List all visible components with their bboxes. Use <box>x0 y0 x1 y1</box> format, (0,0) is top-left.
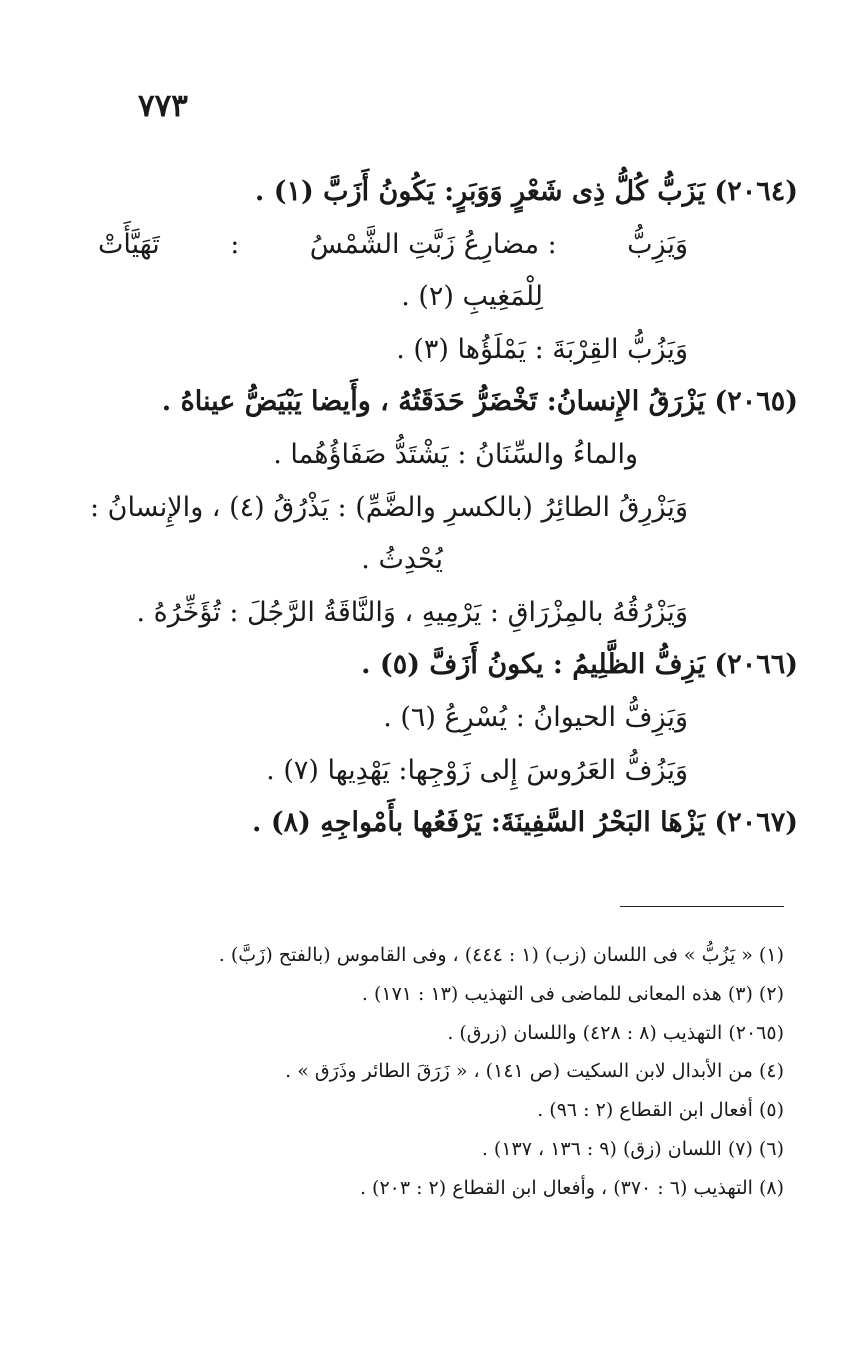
footnote: (٢) (٣) هذه المعانى للماضى فى التهذيب (١٣ : ١٧١) . <box>361 982 784 1005</box>
text-line: وَيَزِفُّ الحيوانُ : يُسْرِعُ (٦) . <box>383 701 688 733</box>
text-segment: وَيَزِبُّ <box>627 228 688 260</box>
text-line <box>98 219 798 272</box>
text-segment: : <box>230 228 240 260</box>
footnotes <box>120 936 784 1208</box>
footnote-divider <box>620 906 784 907</box>
entry-line: (٢٠٦٥) يَزْرَقُ الإِنسانُ: تَخْضَرُّ حَدَقَتُهُ ، وأَيضا يَبْيَضُّ عيناهُ . <box>161 386 798 418</box>
footnote: (٢٠٦٥) التهذيب (٨ : ٤٢٨) واللسان (زرق) . <box>447 1021 784 1044</box>
text-line: وَيَزْرُقُهُ بالمِزْرَاقِ : يَرْمِيهِ ، وَالنَّاقَةُ الرَّجُلَ : تُؤَخِّرُهُ . <box>136 596 688 628</box>
text-line: وَيَزُبُّ القِرْبَةَ : يَمْلَؤُها (٣) . <box>396 333 688 365</box>
entry-line: (٢٠٦٦) يَزِفُّ الظَّلِيمُ : يكونُ أَزَفَّ (٥) . <box>361 649 798 681</box>
text-line: وَيَزُفُّ العَرُوسَ إِلى زَوْجِها: يَهْدِيها (٧) . <box>266 754 688 786</box>
page-number: ٧٧٣ <box>138 88 188 124</box>
text-segment: تَهَيَّأَتْ <box>98 228 160 260</box>
entry-line: (٢٠٦٧) يَزْهَا البَحْرُ السَّفِينَةَ: يَرْفَعُها بأَمْواجِهِ (٨) . <box>252 807 798 839</box>
footnote: (١) « يَزُبُّ » فى اللسان (زب) (١ : ٤٤٤) ، وفى القاموس (بالفتح (زَبَّ) . <box>218 944 784 966</box>
text-line: يُحْدِثُ . <box>361 544 443 576</box>
main-text <box>89 166 798 850</box>
text-segment: : مضارِعُ زَبَّتِ الشَّمْسُ <box>309 228 557 260</box>
entry-line: (٢٠٦٤) يَزَبُّ كُلُّ ذِى شَعْرٍ وَوَبَرٍ: يَكُونُ أَزَبَّ (١) . <box>254 176 798 207</box>
footnote: (٨) التهذيب (٦ : ٣٧٠) ، وأفعال ابن القطاع (٢ : ٢٠٣) . <box>359 1176 784 1199</box>
text-line: وَيَزْرِقُ الطائِرُ (بالكسرِ والضَّمِّ) : يَذْرُقُ (٤) ، والإِنسانُ : <box>89 491 688 523</box>
footnote: (٥) أفعال ابن القطاع (٢ : ٩٦) . <box>537 1099 784 1122</box>
text-line: والماءُ والسِّنَانُ : يَشْتَدُّ صَفَاؤُهُما . <box>273 438 638 470</box>
footnote: (٤) من الأبدال لابن السكيت (ص ١٤١) ، « زَرَقَ الطائر وذَرَق » . <box>285 1060 784 1083</box>
footnote: (٦) (٧) اللسان (زق) (٩ : ١٣٦ ، ١٣٧) . <box>481 1137 784 1160</box>
text-line: لِلْمَغِيبِ (٢) . <box>401 281 543 313</box>
